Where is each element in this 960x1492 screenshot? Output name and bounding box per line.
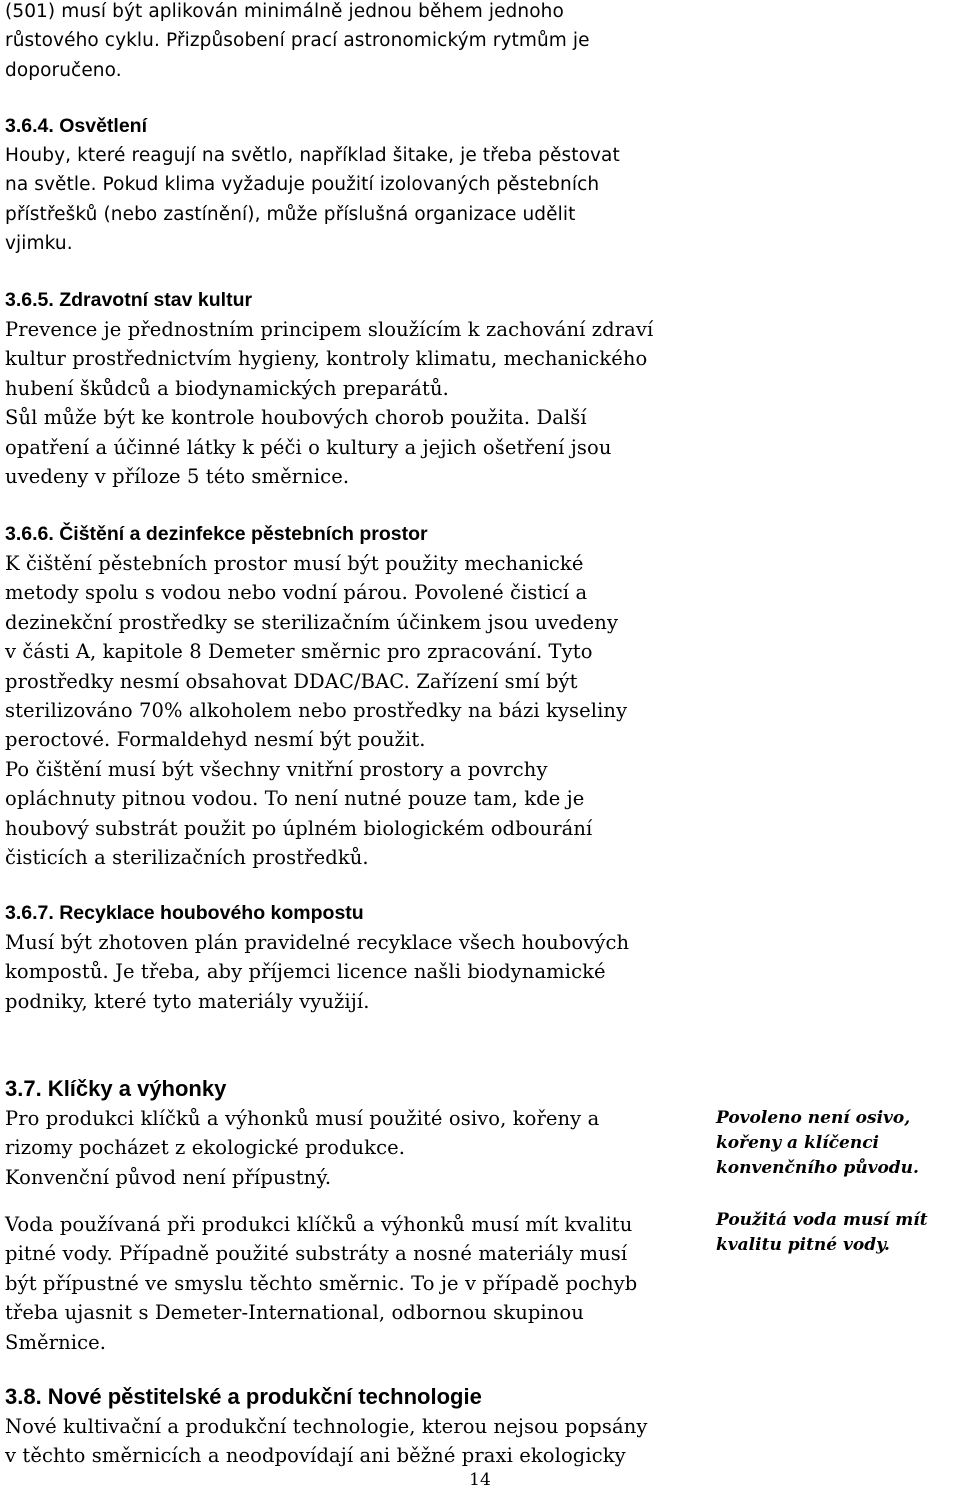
section-line: Houby, které reagují na světlo, například šitake, je třeba pěstovat bbox=[5, 145, 620, 166]
section-line: opláchnuty pitnou vodou. To není nutné pouze tam, kde je bbox=[5, 787, 585, 811]
section-line: peroctové. Formaldehyd nesmí být použit. bbox=[5, 728, 426, 752]
section-line: K čištění pěstebních prostor musí být použity mechanické bbox=[5, 552, 584, 575]
section-line: na světle. Pokud klima vyžaduje použití izolovaných pěstebních bbox=[5, 174, 600, 196]
section-line: Nové kultivační a produkční technologie, kterou nejsou popsány bbox=[5, 1415, 648, 1438]
section-line: být přípustné ve smyslu těchto směrnic. To je v případě pochyb bbox=[5, 1271, 638, 1295]
margin-note-line: Povoleno není osivo, bbox=[716, 1108, 911, 1128]
section-line: v těchto směrnicích a neodpovídají ani běžné praxi ekologicky bbox=[5, 1444, 626, 1468]
section-heading: 3.6.6. Čištění a dezinfekce pěstebních prostor bbox=[5, 523, 428, 545]
margin-note-1 bbox=[716, 1106, 960, 1181]
section-line: Pro produkci klíčků a výhonků musí použité osivo, kořeny a bbox=[5, 1107, 600, 1130]
section-line: uvedeny v příloze 5 této směrnice. bbox=[5, 464, 350, 488]
section-heading: 3.6.7. Recyklace houbového kompostu bbox=[5, 902, 364, 924]
section-line: dezinekční prostředky se sterilizačním účinkem jsou uvedeny bbox=[5, 610, 619, 634]
margin-note-line: Použitá voda musí mít bbox=[716, 1210, 928, 1230]
section-line: opatření a účinné látky k péči o kultury a jejich ošetření jsou bbox=[5, 435, 612, 459]
section-line: kompostů. Je třeba, aby příjemci licence našli biodynamické bbox=[5, 960, 606, 984]
margin-note-line: kořeny a klíčenci bbox=[716, 1133, 880, 1153]
section-heading: 3.6.5. Zdravotní stav kultur bbox=[5, 289, 253, 311]
margin-note-2 bbox=[716, 1208, 960, 1258]
section-line: Voda používaná při produkci klíčků a výhonků musí mít kvalitu bbox=[5, 1213, 633, 1236]
section-line: v části A, kapitole 8 Demeter směrnic pro zpracování. Tyto bbox=[5, 640, 593, 664]
section-3-7-paragraph-2 bbox=[5, 1210, 637, 1357]
section-line: Sůl může být ke kontrole houbových chorob použita. Další bbox=[5, 406, 587, 430]
section-line: prostředky nesmí obsahovat DDAC/BAC. Zařízení smí být bbox=[5, 669, 578, 693]
section-line: metody spolu s vodou nebo vodní párou. Povolené čisticí a bbox=[5, 581, 588, 605]
intro-line: doporučeno. bbox=[5, 59, 122, 81]
section-line: vjimku. bbox=[5, 233, 73, 255]
section-line: podniky, které tyto materiály využijí. bbox=[5, 989, 370, 1013]
section-3-6-4 bbox=[5, 112, 620, 259]
section-line: Prevence je přednostním principem sloužícím k zachování zdraví bbox=[5, 318, 654, 341]
section-line: rizomy pocházet z ekologické produkce. bbox=[5, 1136, 406, 1160]
margin-note-line: kvalitu pitné vody. bbox=[716, 1235, 890, 1255]
intro-line: (501) musí být aplikován minimálně jednou během jednoho bbox=[5, 1, 564, 22]
section-3-6-5 bbox=[5, 286, 653, 491]
section-3-7 bbox=[5, 1074, 599, 1192]
section-line: Konvenční původ není přípustný. bbox=[5, 1165, 332, 1189]
section-heading: 3.6.4. Osvětlení bbox=[5, 115, 147, 137]
section-line: čisticích a sterilizačních prostředků. bbox=[5, 845, 369, 869]
section-line: třeba ujasnit s Demeter-International, odbornou skupinou bbox=[5, 1301, 584, 1325]
intro-line: růstového cyklu. Přizpůsobení prací astronomickým rytmům je bbox=[5, 30, 590, 52]
section-3-6-6 bbox=[5, 520, 627, 872]
section-heading: 3.7. Klíčky a výhonky bbox=[5, 1076, 227, 1101]
section-line: kultur prostřednictvím hygieny, kontroly klimatu, mechanického bbox=[5, 347, 648, 371]
page-number: 14 bbox=[469, 1470, 491, 1490]
section-line: Musí být zhotoven plán pravidelné recyklace všech houbových bbox=[5, 931, 630, 954]
margin-note-line: konvenčního původu. bbox=[716, 1158, 919, 1178]
section-line: pitné vody. Případně použité substráty a nosné materiály musí bbox=[5, 1242, 628, 1266]
section-3-6-7 bbox=[5, 899, 629, 1016]
section-line: Směrnice. bbox=[5, 1330, 107, 1354]
section-3-8 bbox=[5, 1382, 648, 1471]
section-heading: 3.8. Nové pěstitelské a produkční technologie bbox=[5, 1384, 482, 1409]
section-line: houbový substrát použit po úplném biologickém odbourání bbox=[5, 816, 593, 840]
intro-paragraph bbox=[5, 0, 590, 85]
section-line: hubení škůdců a biodynamických preparátů. bbox=[5, 376, 449, 400]
section-line: sterilizováno 70% alkoholem nebo prostředky na bázi kyseliny bbox=[5, 698, 628, 722]
section-line: Po čištění musí být všechny vnitřní prostory a povrchy bbox=[5, 757, 548, 781]
section-line: přístřešků (nebo zastínění), může příslušná organizace udělit bbox=[5, 203, 576, 225]
